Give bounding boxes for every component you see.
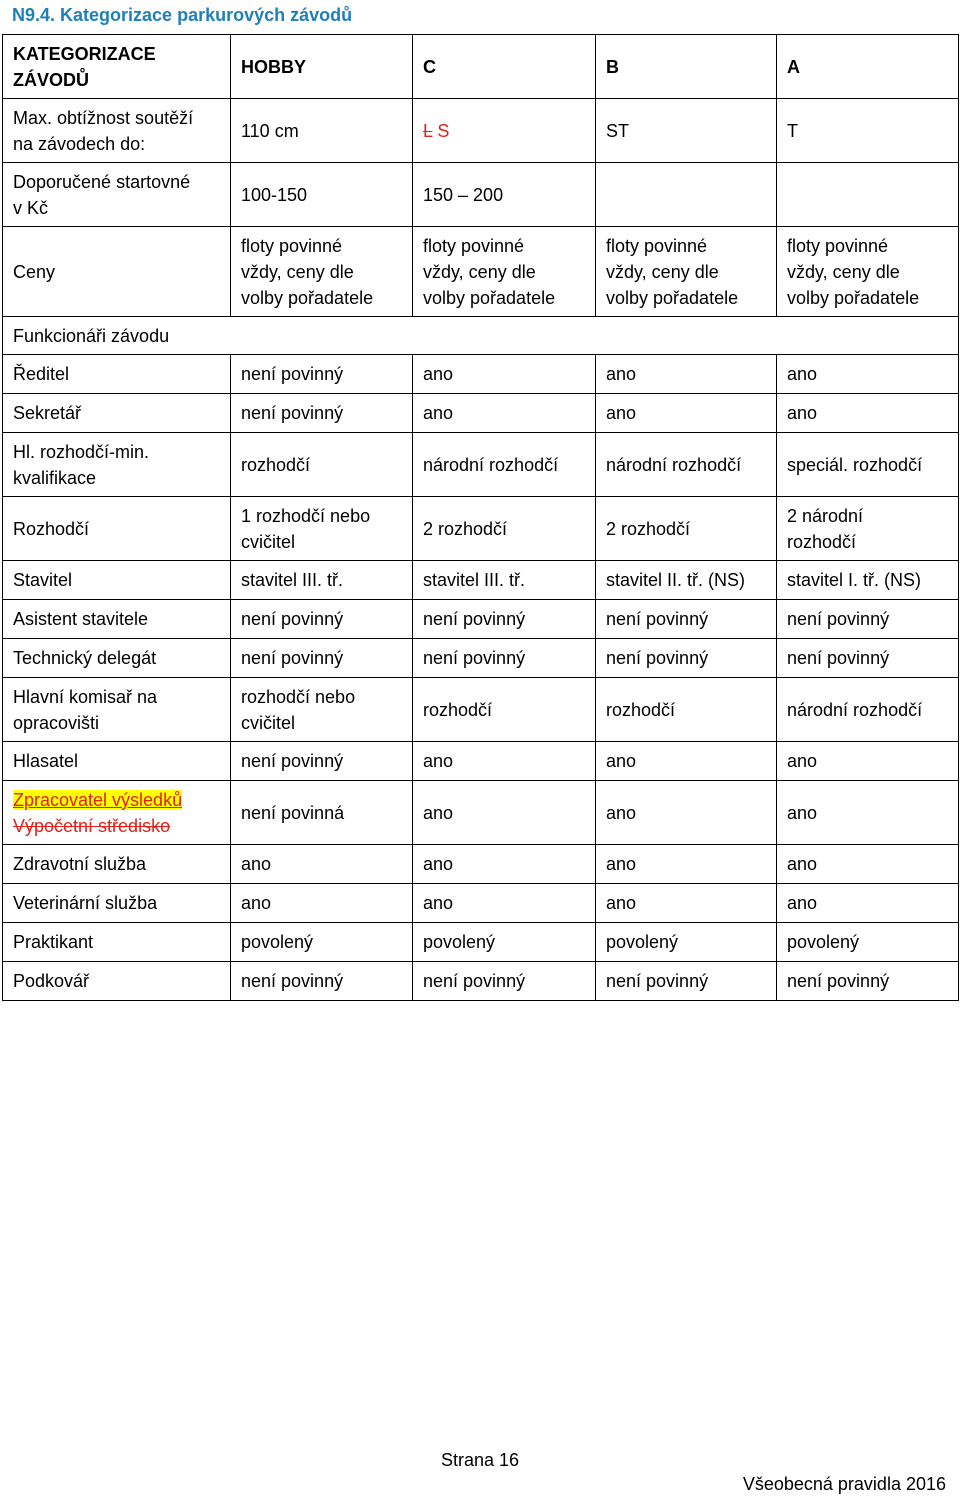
cell-c: ano [413,781,596,845]
row-label: Veterinární služba [3,884,231,923]
section-heading: N9.4. Kategorizace parkurových závodů [12,5,353,25]
cell-c: povolený [413,923,596,962]
table-row-header [3,35,959,99]
cell-b: 2 rozhodčí [596,497,777,561]
cell-hobby: není povinný [231,394,413,433]
cell-b: národní rozhodčí [596,433,777,497]
results-label [3,781,231,845]
prizes-hobby: floty povinné vždy, ceny dle volby pořadatele [231,227,413,317]
table-row [3,884,959,923]
categorization-table [2,34,959,1001]
cell-c: národní rozhodčí [413,433,596,497]
cell-a: speciál. rozhodčí [777,433,959,497]
cell-b: ano [596,394,777,433]
cell-c: rozhodčí [413,678,596,742]
row-label: Podkovář [3,962,231,1001]
prizes-b: floty povinné vždy, ceny dle volby pořadatele [596,227,777,317]
cell-a: ano [777,742,959,781]
highlighted-text: Zpracovatel výsledků [13,789,183,810]
fee-hobby: 100-150 [231,163,413,227]
cell-a: není povinný [777,639,959,678]
row-label: Stavitel [3,561,231,600]
cell-hobby: rozhodčí nebo cvičitel [231,678,413,742]
cell-c: ano [413,394,596,433]
table-row [3,845,959,884]
cell-a: stavitel I. tř. (NS) [777,561,959,600]
cell-b: povolený [596,923,777,962]
cell-hobby: ano [231,845,413,884]
judge-label: Rozhodčí [3,497,231,561]
cell-a: 2 národní rozhodčí [777,497,959,561]
cell-b: ano [596,781,777,845]
cell-hobby: není povinný [231,639,413,678]
cell-hobby: není povinný [231,742,413,781]
difficulty-label: Max. obtížnost soutěží na závodech do: [3,99,231,163]
prizes-c: floty povinné vždy, ceny dle volby pořadatele [413,227,596,317]
cell-a: není povinný [777,600,959,639]
table-row [3,639,959,678]
cell-a: ano [777,781,959,845]
fee-a [777,163,959,227]
row-label: Sekretář [3,394,231,433]
cell-c: stavitel III. tř. [413,561,596,600]
cell-c: ano [413,742,596,781]
table-row [3,394,959,433]
table-row-prizes [3,227,959,317]
col-header-b: B [596,35,777,99]
difficulty-a: T [777,99,959,163]
table-row [3,355,959,394]
cell-b: ano [596,355,777,394]
table-row-results [3,781,959,845]
fee-label: Doporučené startovné v Kč [3,163,231,227]
cell-b: ano [596,845,777,884]
cell-c: ano [413,355,596,394]
cell-hobby: není povinný [231,355,413,394]
fee-b [596,163,777,227]
page-number: Strana 16 [440,1450,520,1470]
table-row [3,600,959,639]
cell-hobby: povolený [231,923,413,962]
table-row [3,962,959,1001]
revised-text: S [437,120,450,141]
table-row-difficulty [3,99,959,163]
cell-b: není povinný [596,600,777,639]
cell-c: ano [413,845,596,884]
prizes-a: floty povinné vždy, ceny dle volby pořadatele [777,227,959,317]
cell-hobby: rozhodčí [231,433,413,497]
cell-a: není povinný [777,962,959,1001]
cell-a: ano [777,845,959,884]
table-row [3,742,959,781]
cell-hobby: stavitel III. tř. [231,561,413,600]
cell-a: ano [777,394,959,433]
cell-hobby: 1 rozhodčí nebo cvičitel [231,497,413,561]
cell-b: rozhodčí [596,678,777,742]
cell-b: stavitel II. tř. (NS) [596,561,777,600]
col-header-c: C [413,35,596,99]
document-title: Všeobecná pravidla 2016 [742,1474,946,1494]
row-label: Asistent stavitele [3,600,231,639]
cell-a: ano [777,884,959,923]
difficulty-hobby: 110 cm [231,99,413,163]
cell-hobby: není povinná [231,781,413,845]
officials-header: Funkcionáři závodu [3,317,959,355]
cell-a: ano [777,355,959,394]
cell-b: není povinný [596,962,777,1001]
cell-c: ano [413,884,596,923]
table-row-chief-judge [3,433,959,497]
row-label: Ředitel [3,355,231,394]
difficulty-b: ST [596,99,777,163]
cell-c: není povinný [413,600,596,639]
col-header-a: A [777,35,959,99]
row-label: Hlasatel [3,742,231,781]
cell-b: ano [596,884,777,923]
prizes-label: Ceny [3,227,231,317]
table-row [3,923,959,962]
struck-text: L [423,120,433,141]
row-label: Praktikant [3,923,231,962]
cell-c: není povinný [413,639,596,678]
steward-label: Hlavní komisař na opracovišti [3,678,231,742]
cell-c: není povinný [413,962,596,1001]
struck-text: Výpočetní středisko [13,815,171,836]
difficulty-c [413,99,596,163]
table-row-fee [3,163,959,227]
fee-c: 150 – 200 [413,163,596,227]
cell-hobby: ano [231,884,413,923]
table-row-steward [3,678,959,742]
row-label: Zdravotní služba [3,845,231,884]
chief-judge-label: Hl. rozhodčí-min. kvalifikace [3,433,231,497]
cell-c: 2 rozhodčí [413,497,596,561]
cell-a: národní rozhodčí [777,678,959,742]
row-label: Technický delegát [3,639,231,678]
table-row [3,561,959,600]
col-header-hobby: HOBBY [231,35,413,99]
table-row-officials-header [3,317,959,355]
cell-b: ano [596,742,777,781]
cell-b: není povinný [596,639,777,678]
cell-hobby: není povinný [231,962,413,1001]
category-label-cell: KATEGORIZACE ZÁVODŮ [3,35,231,99]
cell-a: povolený [777,923,959,962]
cell-hobby: není povinný [231,600,413,639]
table-row-judge [3,497,959,561]
